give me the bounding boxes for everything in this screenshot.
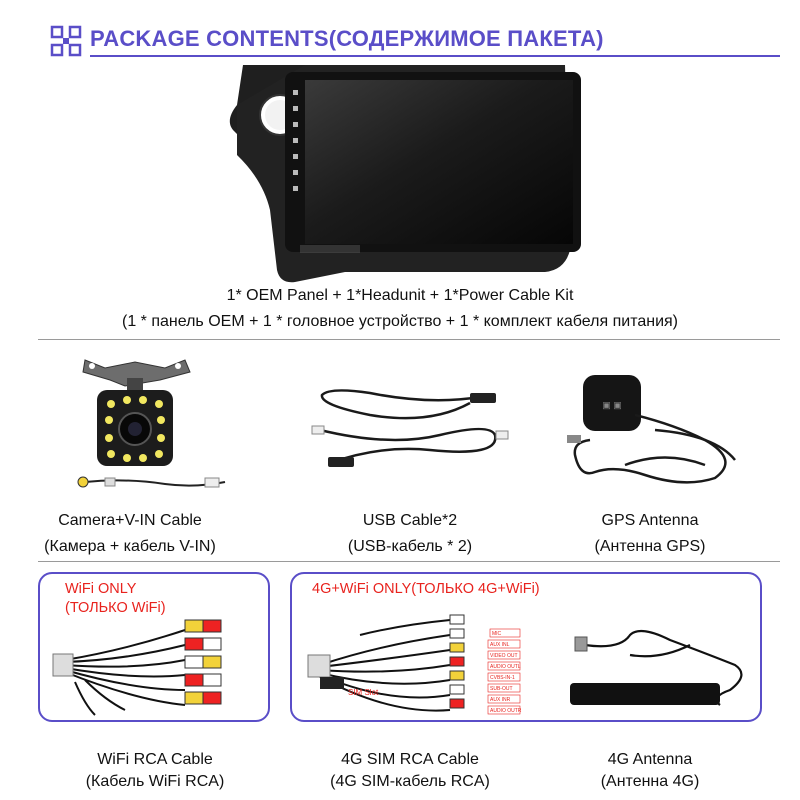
4g-antenna-caption-en: 4G Antenna bbox=[607, 751, 693, 768]
camera-caption-ru: (Камера + кабель V-IN) bbox=[44, 538, 216, 555]
tag-aux-inr: AUX INR bbox=[490, 697, 511, 703]
tag-video-out: VIDEO OUT bbox=[490, 653, 518, 659]
wifi-only-label: WiFi ONLY bbox=[65, 581, 137, 597]
grid-blocks-icon bbox=[50, 25, 84, 59]
sim-cable-caption-en: 4G SIM RCA Cable bbox=[341, 751, 479, 768]
usb-cable-image bbox=[310, 385, 510, 485]
4g-antenna-caption-ru: (Антенна 4G) bbox=[600, 773, 700, 790]
camera-image bbox=[65, 350, 245, 500]
wifi-rca-cable-image bbox=[45, 610, 265, 720]
sim-cable-caption-ru: (4G SIM-кабель RCA) bbox=[330, 773, 490, 790]
camera-caption-en: Camera+V-IN Cable bbox=[58, 512, 202, 529]
usb-caption-ru: (USB-кабель * 2) bbox=[347, 538, 473, 555]
sim-rca-cable-image bbox=[300, 605, 540, 720]
header-icon-wrap bbox=[50, 25, 84, 59]
gps-caption-ru: (Антенна GPS) bbox=[594, 538, 706, 555]
tag-mic: MIC bbox=[492, 631, 502, 637]
main-caption-en: 1* OEM Panel + 1*Headunit + 1*Power Cable Kit bbox=[226, 287, 574, 304]
usb-caption-en: USB Cable*2 bbox=[362, 512, 458, 529]
main-caption-ru: (1 * панель OEM + 1 * головное устройство + 1 * комплект кабеля питания) bbox=[121, 313, 678, 330]
svg-text:▣ ▣: ▣ ▣ bbox=[602, 400, 622, 410]
tag-sub-out: SUB-OUT bbox=[490, 686, 513, 692]
divider-2 bbox=[38, 561, 780, 562]
wifi-cable-caption-en: WiFi RCA Cable bbox=[97, 751, 213, 768]
sim-slot-tag: SIM Slot bbox=[348, 688, 379, 697]
gps-caption-en: GPS Antenna bbox=[601, 512, 699, 529]
divider-1 bbox=[38, 339, 780, 340]
tag-cvbs-in: CVBS-IN-1 bbox=[490, 675, 515, 681]
wifi-cable-caption-ru: (Кабель WiFi RCA) bbox=[85, 773, 225, 790]
lte-wifi-label: 4G+WiFi ONLY(ТОЛЬКО 4G+WiFi) bbox=[312, 581, 540, 597]
wifi-only-label-ru: (ТОЛЬКО WiFi) bbox=[65, 600, 166, 616]
tag-audio-outr: AUDIO OUTR bbox=[490, 708, 522, 714]
headunit-image bbox=[225, 60, 595, 285]
tag-audio-outl: AUDIO OUTL bbox=[490, 664, 521, 670]
4g-antenna-image bbox=[560, 625, 750, 720]
tag-aux-inl: AUX INL bbox=[490, 642, 510, 648]
page-title: PACKAGE CONTENTS(СОДЕРЖИМОЕ ПАКЕТА) bbox=[90, 26, 604, 51]
gps-antenna-image bbox=[565, 370, 745, 490]
header-underline bbox=[90, 55, 780, 57]
